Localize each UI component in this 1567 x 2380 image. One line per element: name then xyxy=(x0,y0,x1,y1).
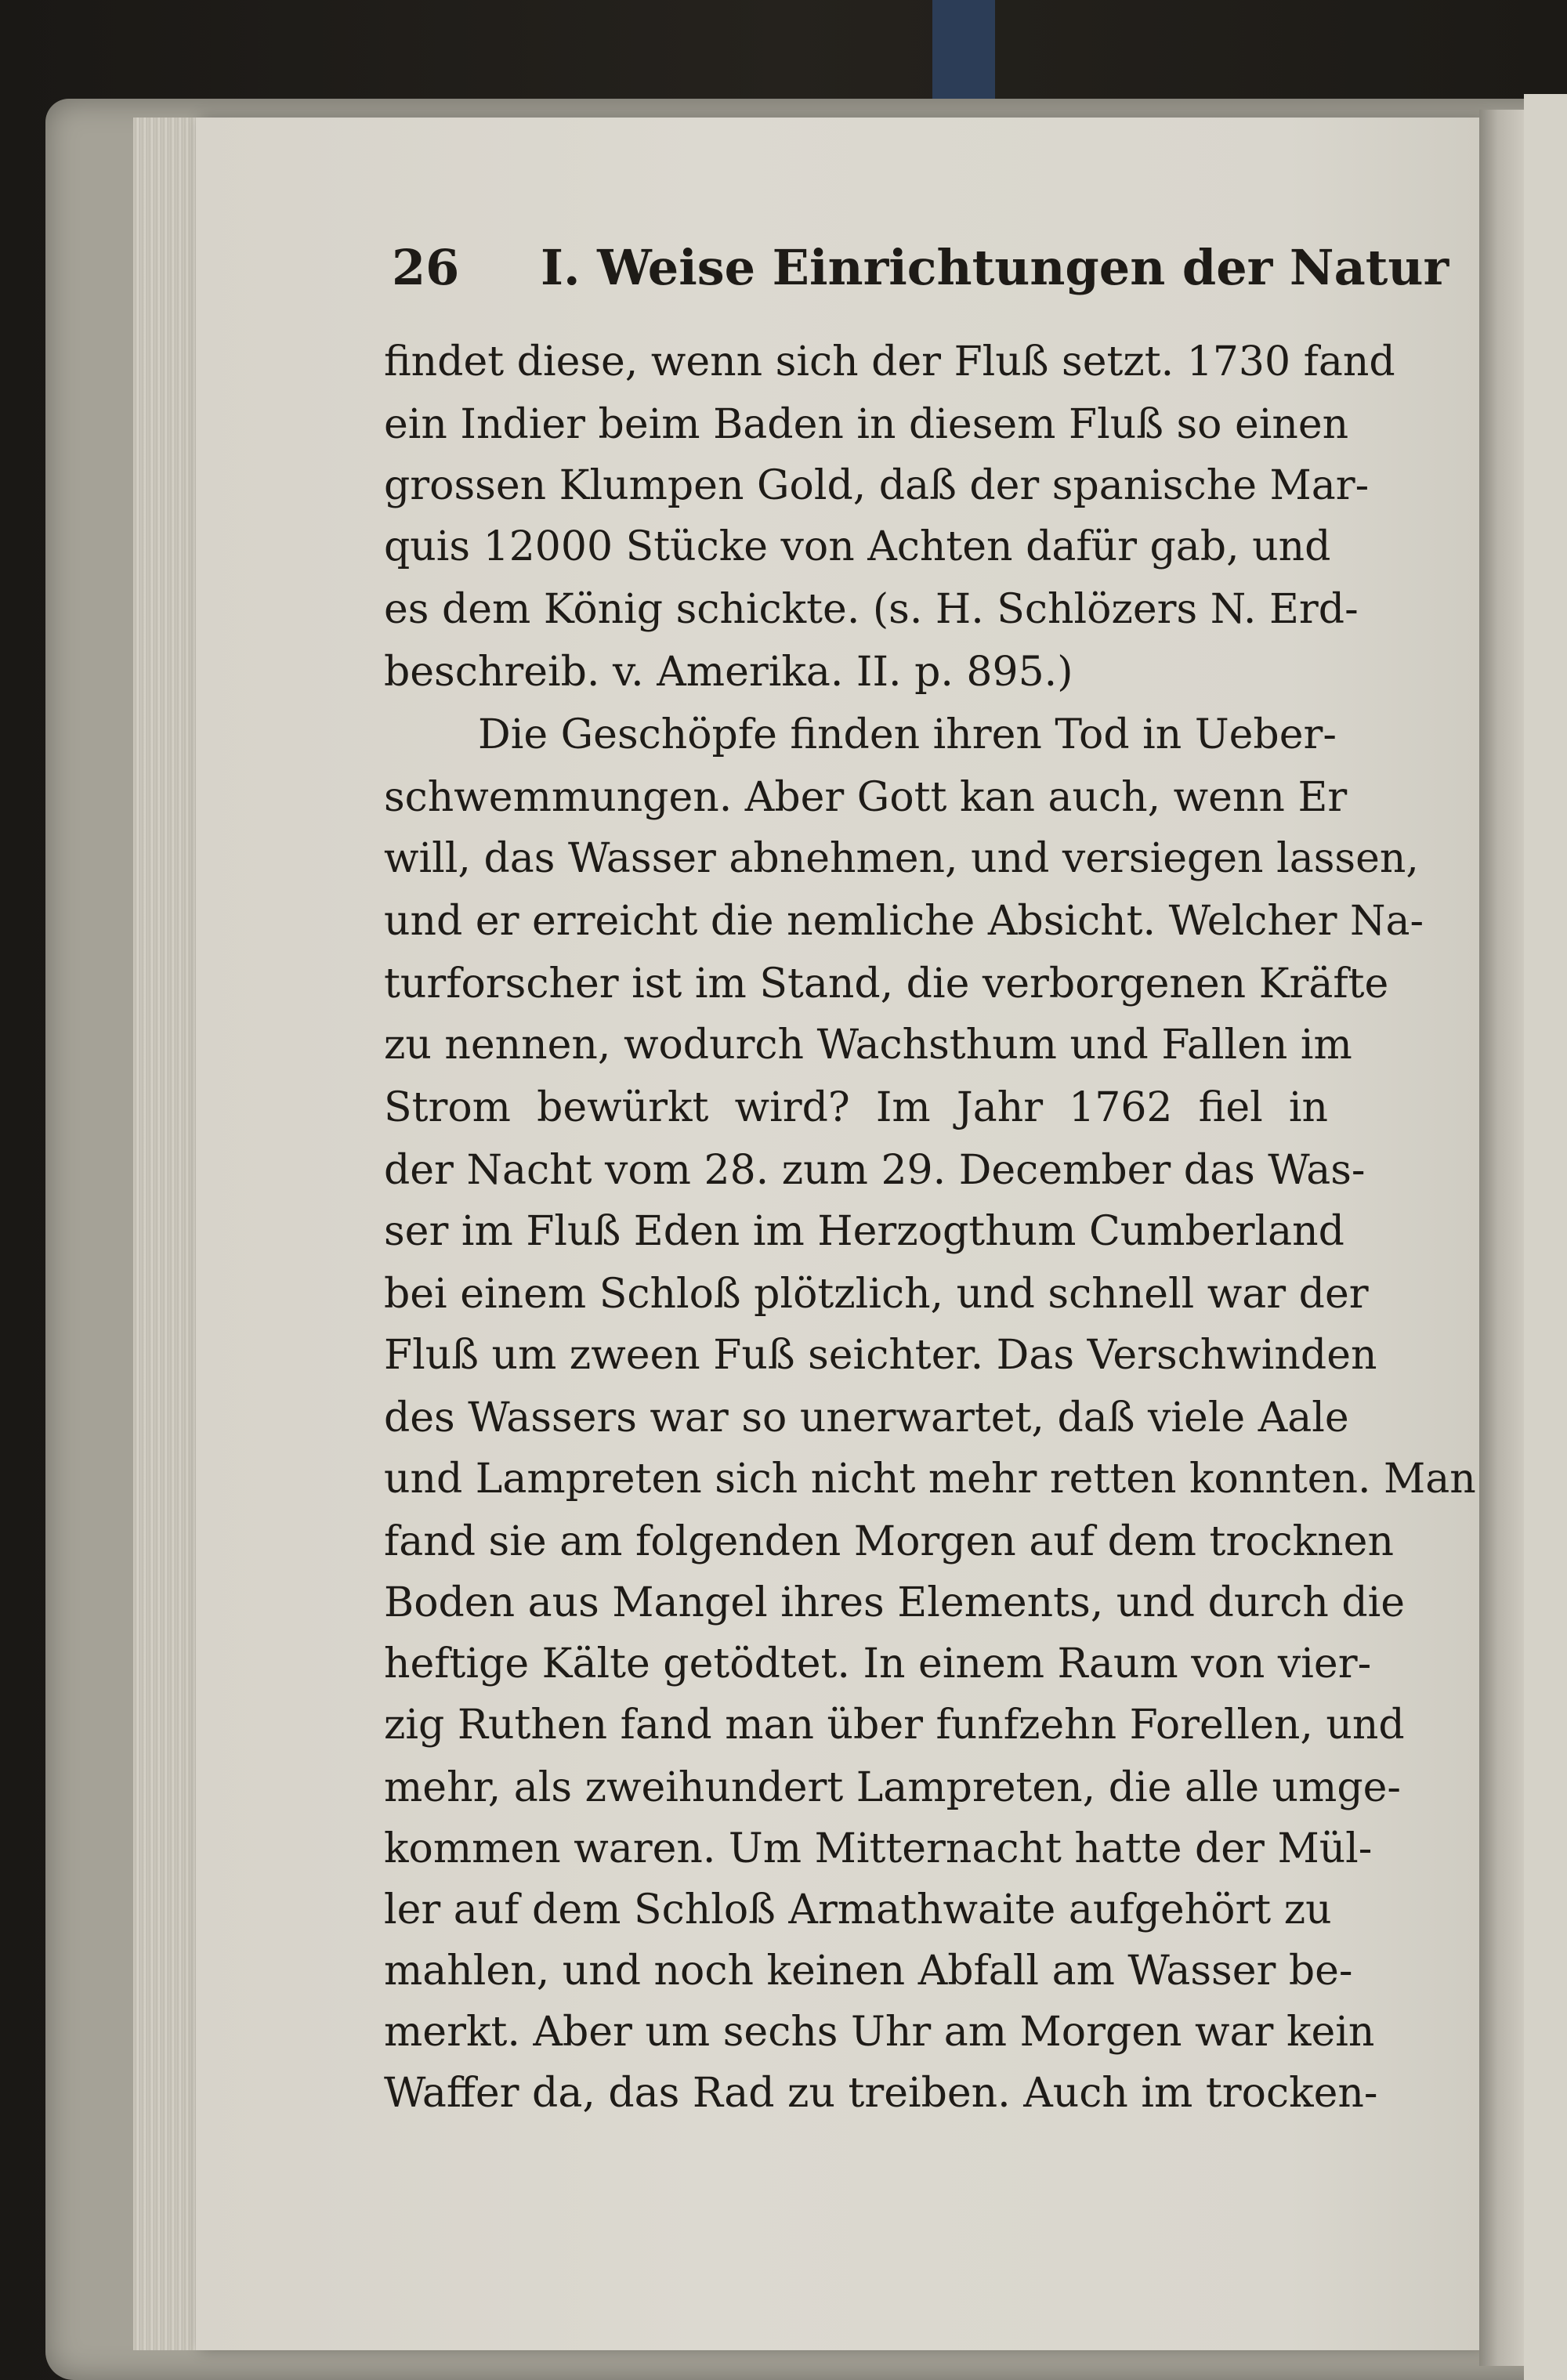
text-line: der Nacht vom 28. zum 29. December das Was- xyxy=(384,1147,1366,1194)
text-line: heftige Kälte getödtet. In einem Raum von vier- xyxy=(384,1640,1372,1687)
text-line: zu nennen, wodurch Wachsthum und Fallen im xyxy=(384,1022,1352,1069)
text-line: zig Ruthen fand man über funfzehn Forellen, und xyxy=(384,1702,1405,1749)
text-line: mehr, als zweihundert Lampreten, die alle umge- xyxy=(384,1764,1401,1811)
page-header xyxy=(392,239,1449,302)
text-line: ein Indier beim Baden in diesem Fluß so einen xyxy=(384,401,1349,448)
text-line: Fluß um zween Fuß seichter. Das Verschwinden xyxy=(384,1332,1377,1379)
background-cloth xyxy=(932,0,995,110)
text-line: des Wassers war so unerwartet, daß viele Aale xyxy=(384,1394,1349,1441)
text-line: Waffer da, das Rad zu treiben. Auch im trocken- xyxy=(384,2070,1378,2117)
text-line: fand sie am folgenden Morgen auf dem trocknen xyxy=(384,1518,1394,1565)
text-line: findet diese, wenn sich der Fluß setzt. 1730 fand xyxy=(384,338,1395,385)
page-edges xyxy=(133,118,204,2350)
facing-page-edge xyxy=(1524,94,1567,2380)
text-line: Strom bewürkt wird? Im Jahr 1762 fiel in xyxy=(384,1084,1328,1131)
text-line: und Lampreten sich nicht mehr retten konnten. Man xyxy=(384,1456,1476,1503)
text-line: ser im Fluß Eden im Herzogthum Cumberland xyxy=(384,1208,1344,1255)
text-line: merkt. Aber um sechs Uhr am Morgen war kein xyxy=(384,2009,1375,2056)
page-number: 26 xyxy=(392,239,460,296)
text-line: beschreib. v. Amerika. II. p. 895.) xyxy=(384,649,1073,696)
text-line: kommen waren. Um Mitternacht hatte der Mül- xyxy=(384,1825,1373,1872)
text-line: und er erreicht die nemliche Absicht. Welcher Na- xyxy=(384,898,1424,945)
book-gutter xyxy=(1479,110,1526,2366)
text-line: ler auf dem Schloß Armathwaite aufgehört zu xyxy=(384,1886,1332,1933)
text-line: Boden aus Mangel ihres Elements, und durch die xyxy=(384,1579,1406,1626)
text-line: bei einem Schloß plötzlich, und schnell war der xyxy=(384,1271,1369,1318)
text-line: grossen Klumpen Gold, daß der spanische Mar- xyxy=(384,462,1370,509)
text-line: turforscher ist im Stand, die verborgenen Kräfte xyxy=(384,960,1389,1007)
running-head: I. Weise Einrichtungen der Natur xyxy=(541,239,1449,296)
text-line: quis 12000 Stücke von Achten dafür gab, und xyxy=(384,523,1331,570)
text-line: mahlen, und noch keinen Abfall am Wasser be- xyxy=(384,1948,1353,1995)
text-line: will, das Wasser abnehmen, und versiegen lassen, xyxy=(384,835,1419,882)
text-line: Die Geschöpfe finden ihren Tod in Ueber- xyxy=(478,711,1337,758)
text-line: schwemmungen. Aber Gott kan auch, wenn Er xyxy=(384,774,1348,821)
text-line: es dem König schickte. (s. H. Schlözers N. Erd- xyxy=(384,586,1359,633)
